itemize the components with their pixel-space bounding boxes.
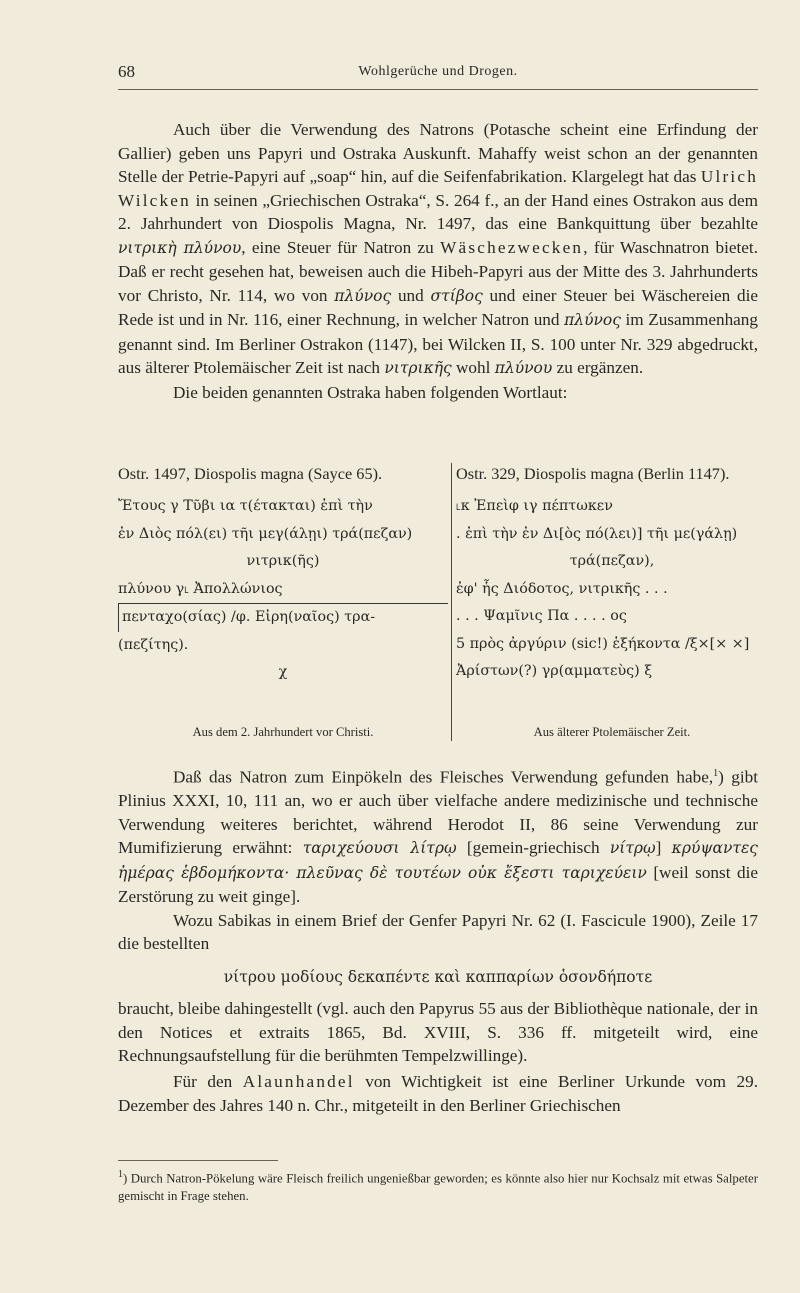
intro-section bbox=[118, 118, 758, 404]
greek-term: νιτρικὴ πλύνου bbox=[118, 238, 242, 257]
intro-paragraph bbox=[118, 118, 758, 381]
ostrakon-right-heading: Ostr. 329, Diospolis magna (Berlin 1147). bbox=[456, 464, 730, 483]
greek-line: τρά(πεζαν), bbox=[569, 553, 655, 569]
footnote-ref[interactable]: 1 bbox=[713, 768, 719, 779]
footnote-text: ) Durch Natron-Pökelung wäre Fleisch freilich ungenießbar geworden; es könnte also hier nur Kochsalz mit etwas Salpeter gemischt in Frage stehen. bbox=[118, 1171, 758, 1204]
greek-line: Ἀρίστων(?) γρ(αμματεὺς) ξ bbox=[456, 663, 653, 679]
greek-line: ˪κ Ἐπεὶφ ιγ πέπτωκεν bbox=[456, 498, 613, 514]
ostrakon-left bbox=[118, 463, 448, 687]
paragraph bbox=[118, 762, 758, 909]
text-run: ) gibt Plinius XXXI, 10, 111 an, wo er auch über vielfache andere medizinische und technische Verwendung weiteres berichtet, während Herodot II, 86 seine Verwendung zur Mumifizierung erwähnt: bbox=[118, 767, 758, 858]
spaced-term: Wäschezwecken bbox=[440, 237, 584, 257]
text-run: , für Waschnatron bietet. Daß er recht gesehen hat, beweisen auch die Hibeh-Papyri aus der Mitte des 3. Jahrhunderts vor Christo, Nr. 114, wo von bbox=[118, 237, 759, 305]
greek-term: πλύνου bbox=[494, 359, 553, 377]
greek-term: νιτρικῆς bbox=[384, 359, 452, 377]
text-run: in seinen „Griechischen Ostraka“, S. 264 f., an der Hand eines Ostrakon aus dem 2. Jahrhundert von Diospolis Magna, Nr. 1497, das eine Bankquittung über bezahlte bbox=[118, 190, 758, 233]
text-run: , eine Steuer für Natron zu bbox=[241, 237, 441, 257]
running-title: Wohlgerüche und Drogen. bbox=[358, 64, 518, 79]
greek-line: . . . Ψαμῖνις Πα . . . . ος bbox=[456, 608, 627, 624]
greek-line: ἐν Διὸς πόλ(ει) τῆι μεγ(άλῃι) τρά(πεζαν) bbox=[118, 525, 413, 542]
natron-usage-section bbox=[118, 762, 758, 1068]
greek-quote: κρύψαντες ἡμέρας ἑβδομήκοντα· πλεῦνας δὲ τουτέων οὐκ ἔξεστι ταριχεύειν bbox=[118, 839, 758, 882]
alaun-section bbox=[118, 1070, 758, 1117]
text-run: und einer Steuer bei Wäschereien die Rede ist und in Nr. 116, einer Rechnung, in welcher Natron und bbox=[118, 285, 758, 329]
page-number: 68 bbox=[118, 62, 135, 81]
text-run: ] bbox=[655, 838, 672, 858]
greek-term: πλύνος bbox=[334, 286, 392, 305]
ostrakon-right bbox=[456, 463, 768, 686]
text-run: von Wichtigkeit ist eine Berliner Urkunde vom 29. Dezember des Jahres 140 n. Chr., mitgeteilt in den Berliner Griechischen bbox=[118, 1072, 758, 1115]
spaced-name: Ulrich Wilcken bbox=[118, 167, 758, 210]
ostrakon-left-caption: Aus dem 2. Jahrhundert vor Christi. bbox=[192, 725, 374, 739]
text-run: zu ergänzen. bbox=[552, 358, 644, 377]
greek-term: νίτρῳ bbox=[609, 839, 656, 858]
greek-formula: νίτρου μοδίους δεκαπέντε καὶ καππαρίων ὁσονδήποτε bbox=[223, 967, 653, 986]
greek-line: (πεζίτης). bbox=[118, 636, 189, 653]
page-header bbox=[118, 62, 758, 88]
greek-term: πλύνος bbox=[564, 311, 621, 329]
footnote bbox=[118, 1166, 758, 1205]
text-run: und bbox=[391, 285, 431, 305]
text-run: [gemein-griechisch bbox=[456, 838, 610, 858]
text-run: Daß das Natron zum Einpökeln des Fleisches Verwendung gefunden habe, bbox=[173, 767, 714, 787]
greek-term: ταριχεύουσι λίτρῳ bbox=[302, 839, 457, 858]
spaced-term: Alaunhandel bbox=[242, 1072, 355, 1091]
greek-line: νιτρικ(ῆς) bbox=[246, 553, 320, 569]
header-rule bbox=[118, 89, 758, 90]
greek-line: Ἔτους γ Τῦβι ια τ(έτακται) ἐπὶ τὴν bbox=[118, 498, 373, 514]
column-divider bbox=[451, 463, 452, 741]
greek-line: πλύνου γ˪ Ἀπολλώνιος bbox=[118, 580, 283, 597]
ostrakon-right-caption: Aus älterer Ptolemäischer Zeit. bbox=[533, 725, 691, 739]
greek-line: . ἐπὶ τὴν ἐν Δι[ὸς πό(λει)] τῆι με(γάλῃ) bbox=[456, 525, 738, 542]
text-run: wohl bbox=[451, 358, 495, 377]
greek-line: χ bbox=[278, 664, 288, 680]
ostraka-columns bbox=[118, 463, 768, 743]
greek-line: ἐφ' ἧς Διόδοτος, νιτρικῆς . . . bbox=[456, 580, 668, 597]
greek-line: 5 πρὸς ἀργύριν (sic!) ἑξήκοντα /ξ×[× ×] bbox=[456, 635, 750, 652]
paragraph: braucht, bleibe dahingestellt (vgl. auch den Papyrus 55 aus der Bibliothèque nationale, der in den Notices et extraits 1865, Bd. XVIII, S. 336 ff. mitgeteilt wird, eine Rechnungsaufstellung für die berühmten Tempelzwillinge). bbox=[118, 999, 758, 1066]
intro-lead-in: Die beiden genannten Ostraka haben folgenden Wortlaut: bbox=[173, 382, 568, 402]
greek-line-boxed: πενταχο(σίας) /φ. Εἰρη(ναῖος) τρα- bbox=[118, 603, 448, 632]
text-run: Für den bbox=[173, 1072, 243, 1091]
text-run: Auch über die Verwendung des Natrons (Potasche scheint eine Erfindung der Gallier) geben uns Papyri und Ostraka Auskunft. Mahaffy weist schon an der genannten Stelle der Petrie-Papyri auf „soap“ hin, auf die Seifenfabrikation. Klargelegt hat das bbox=[118, 120, 758, 186]
greek-term: στίβος bbox=[430, 286, 483, 305]
footnote-mark: 1 bbox=[118, 1169, 123, 1180]
text-run: [weil sonst die Zerstörung zu weit ginge]. bbox=[118, 862, 758, 907]
paragraph: Wozu Sabikas in einem Brief der Genfer Papyri Nr. 62 (I. Fascicule 1900), Zeile 17 die bestellten bbox=[118, 910, 758, 954]
footnote-rule bbox=[118, 1160, 278, 1161]
paragraph bbox=[118, 1070, 758, 1117]
text-run: im Zusammenhang genannt sind. Im Berliner Ostrakon (1147), bei Wilcken II, S. 100 unter Nr. 329 abgedruckt, aus älterer Ptolemäischer Zeit ist nach bbox=[118, 310, 758, 377]
ostrakon-left-heading: Ostr. 1497, Diospolis magna (Sayce 65). bbox=[118, 464, 383, 483]
